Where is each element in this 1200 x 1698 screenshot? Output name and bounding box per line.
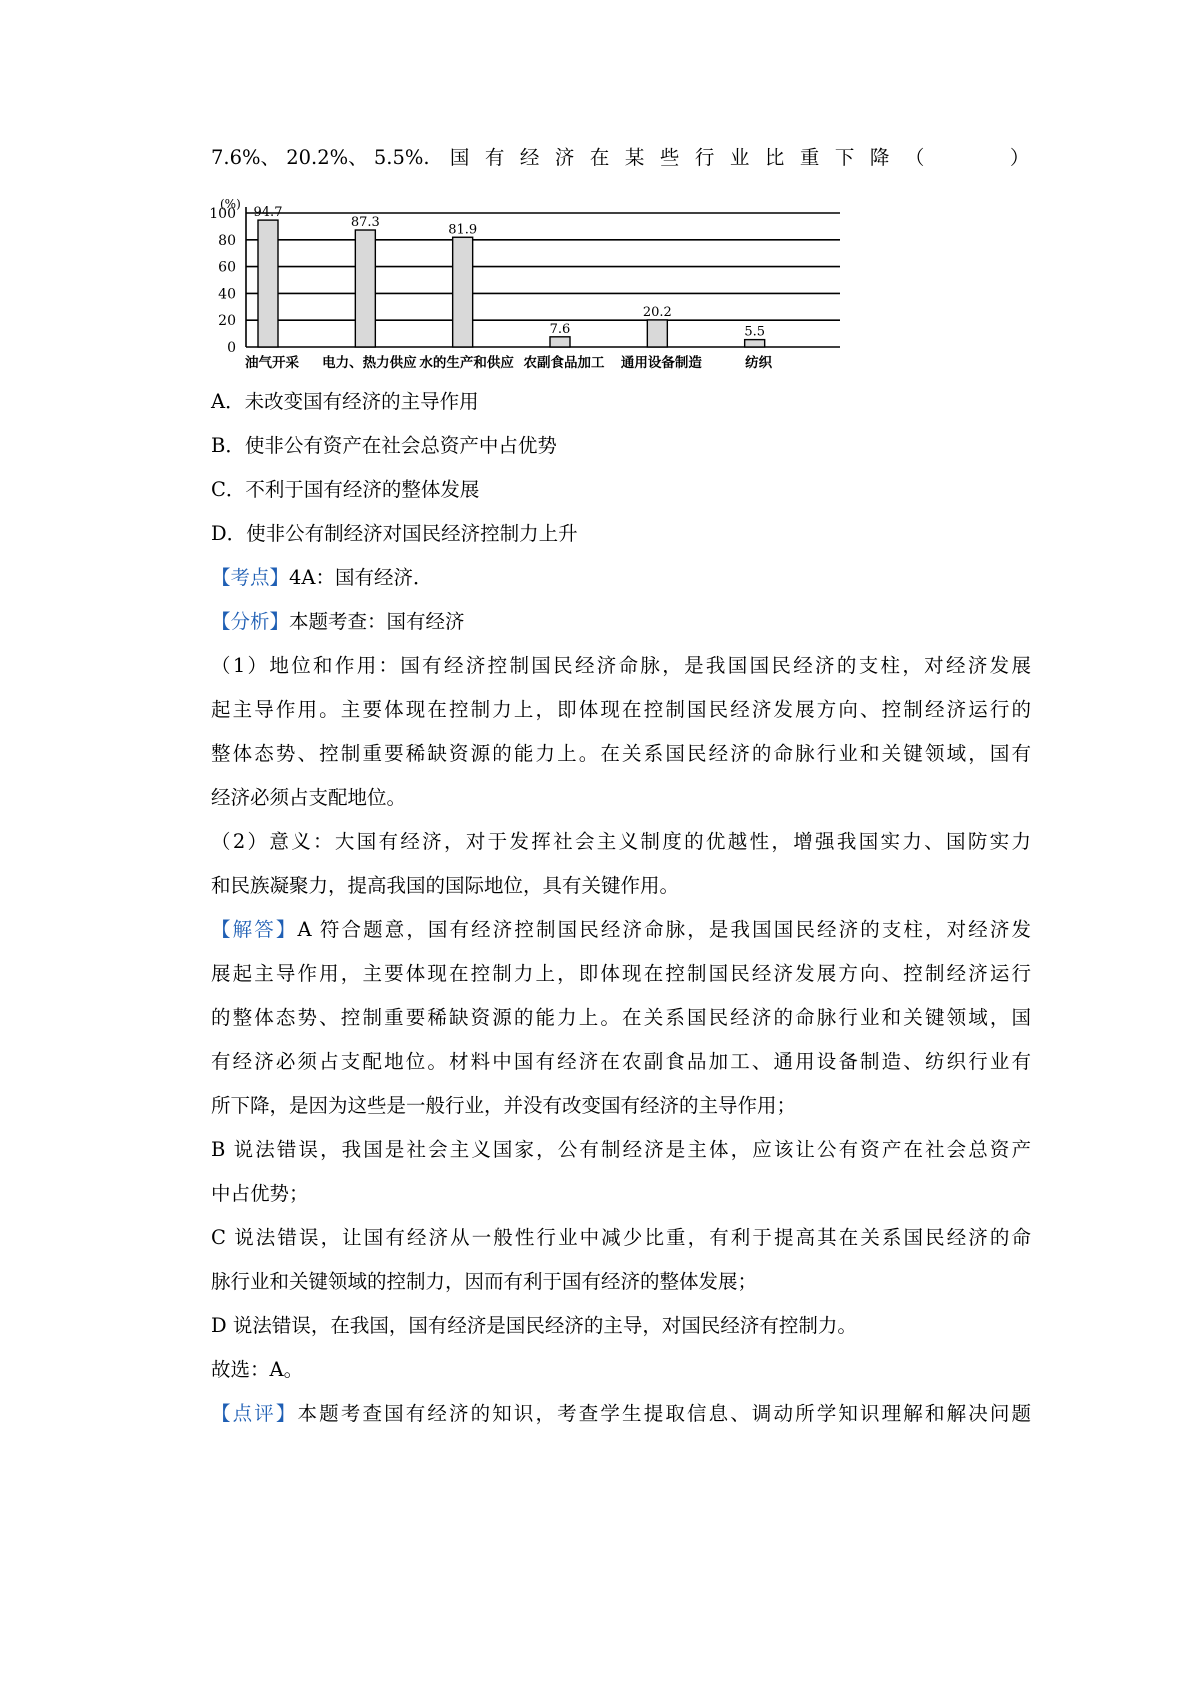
y-tick-label: 100 xyxy=(209,206,236,222)
bar-value-label: 87.3 xyxy=(350,215,380,231)
chart-grid xyxy=(246,213,840,320)
analysis-line: （1）地位和作用：国有经济控制国民经济命脉，是我国国民经济的支柱，对经济发展 xyxy=(211,654,1031,677)
chart-labels xyxy=(245,205,773,371)
intro-line xyxy=(211,143,1045,173)
fenxi-text: 本题考查：国有经济 xyxy=(289,610,465,633)
x-tick-label: 农副食品加工 xyxy=(523,355,605,371)
kaodian-text: 4A：国有经济． xyxy=(289,566,433,589)
jieda-line: 脉行业和关键领域的控制力，因而有利于国有经济的整体发展； xyxy=(211,1270,758,1293)
option-text: 使非公有制经济对国民经济控制力上升 xyxy=(246,522,578,545)
y-tick-label: 20 xyxy=(218,313,236,330)
bar-value-label: 94.7 xyxy=(253,205,283,221)
bar xyxy=(647,320,667,347)
jieda-line: 中占优势； xyxy=(211,1182,309,1205)
jieda-line: 的整体态势、控制重要稀缺资源的能力上。在关系国民经济的命脉行业和关键领域，国 xyxy=(211,1006,1031,1029)
analysis-line: 起主导作用。主要体现在控制力上，即体现在控制国民经济发展方向、控制经济运行的 xyxy=(211,698,1031,721)
y-tick-label: 40 xyxy=(218,286,236,303)
analysis-line: （2）意义：大国有经济，对于发挥社会主义制度的优越性，增强我国实力、国防实力 xyxy=(211,830,1031,853)
bar xyxy=(550,337,570,347)
bar xyxy=(258,220,278,347)
analysis-line: 整体态势、控制重要稀缺资源的能力上。在关系国民经济的命脉行业和关键领域，国有 xyxy=(211,742,1031,765)
bar-chart xyxy=(209,197,852,378)
bar-value-label: 81.9 xyxy=(448,222,478,238)
kaodian-line xyxy=(211,563,1031,593)
option-text: 不利于国有经济的整体发展 xyxy=(245,478,480,501)
option-b xyxy=(211,431,1031,461)
intro-values: 7.6%、 20.2%、 5.5%. xyxy=(211,146,430,169)
option-letter: C． xyxy=(211,478,246,501)
answer-line: 故选：A。 xyxy=(211,1358,304,1381)
option-text: 未改变国有经济的主导作用 xyxy=(244,390,479,413)
y-axis-unit-label: (%) xyxy=(220,197,241,211)
option-letter: B． xyxy=(211,434,245,457)
option-text: 使非公有资产在社会总资产中占优势 xyxy=(244,434,557,457)
bar-value-label: 7.6 xyxy=(549,321,571,337)
dianping-tag: 【点评】 xyxy=(211,1402,298,1425)
kaodian-tag: 【考点】 xyxy=(211,566,290,589)
intro-question: 国有经济在某些行业比重下降（ ） xyxy=(449,146,1045,169)
x-tick-label: 通用设备制造 xyxy=(620,355,702,371)
y-tick-label: 0 xyxy=(227,340,236,356)
option-d xyxy=(211,519,1031,549)
bar xyxy=(453,237,473,347)
jieda-line: B 说法错误，我国是社会主义国家，公有制经济是主体，应该让公有资产在社会总资产 xyxy=(211,1138,1031,1161)
jieda-tag: 【解答】 xyxy=(211,918,298,941)
fenxi-line xyxy=(211,607,1031,637)
x-tick-label: 水的生产和供应 xyxy=(419,355,514,371)
jieda-line: 所下降，是因为这些是一般行业，并没有改变国有经济的主导作用； xyxy=(211,1094,797,1117)
x-tick-label: 纺织 xyxy=(745,355,773,371)
dianping-text: 本题考查国有经济的知识，考查学生提取信息、调动所学知识理解和解决问题 xyxy=(297,1402,1031,1425)
option-a xyxy=(211,387,1031,417)
bar-value-label: 20.2 xyxy=(642,304,672,320)
bar xyxy=(355,230,375,347)
analysis-line: 经济必须占支配地位。 xyxy=(211,786,407,809)
bar xyxy=(745,340,765,347)
y-tick-label: 60 xyxy=(218,259,236,276)
jieda-line: 有经济必须占支配地位。材料中国有经济在农副食品加工、通用设备制造、纺织行业有 xyxy=(211,1050,1031,1073)
jieda-line: D 说法错误，在我国，国有经济是国民经济的主导，对国民经济有控制力。 xyxy=(211,1314,857,1337)
analysis-line: 和民族凝聚力，提高我国的国际地位，具有关键作用。 xyxy=(211,874,680,897)
option-letter: D． xyxy=(211,522,247,545)
jieda-line: C 说法错误，让国有经济从一般性行业中减少比重，有利于提高其在关系国民经济的命 xyxy=(211,1226,1031,1249)
jieda-line xyxy=(211,915,1031,945)
bar-value-label: 5.5 xyxy=(744,324,766,340)
x-tick-label: 电力、热力供应 xyxy=(322,355,417,371)
y-tick-label: 80 xyxy=(218,232,236,249)
jieda-line: 展起主导作用，主要体现在控制力上，即体现在控制国民经济发展方向、控制经济运行 xyxy=(211,962,1031,985)
jieda-first-line: A 符合题意，国有经济控制国民经济命脉，是我国国民经济的支柱，对经济发 xyxy=(297,918,1031,941)
dianping-line xyxy=(211,1399,1031,1429)
option-c xyxy=(211,475,1031,505)
option-letter: A． xyxy=(211,390,245,413)
x-tick-label: 油气开采 xyxy=(245,355,299,371)
fenxi-tag: 【分析】 xyxy=(211,610,290,633)
